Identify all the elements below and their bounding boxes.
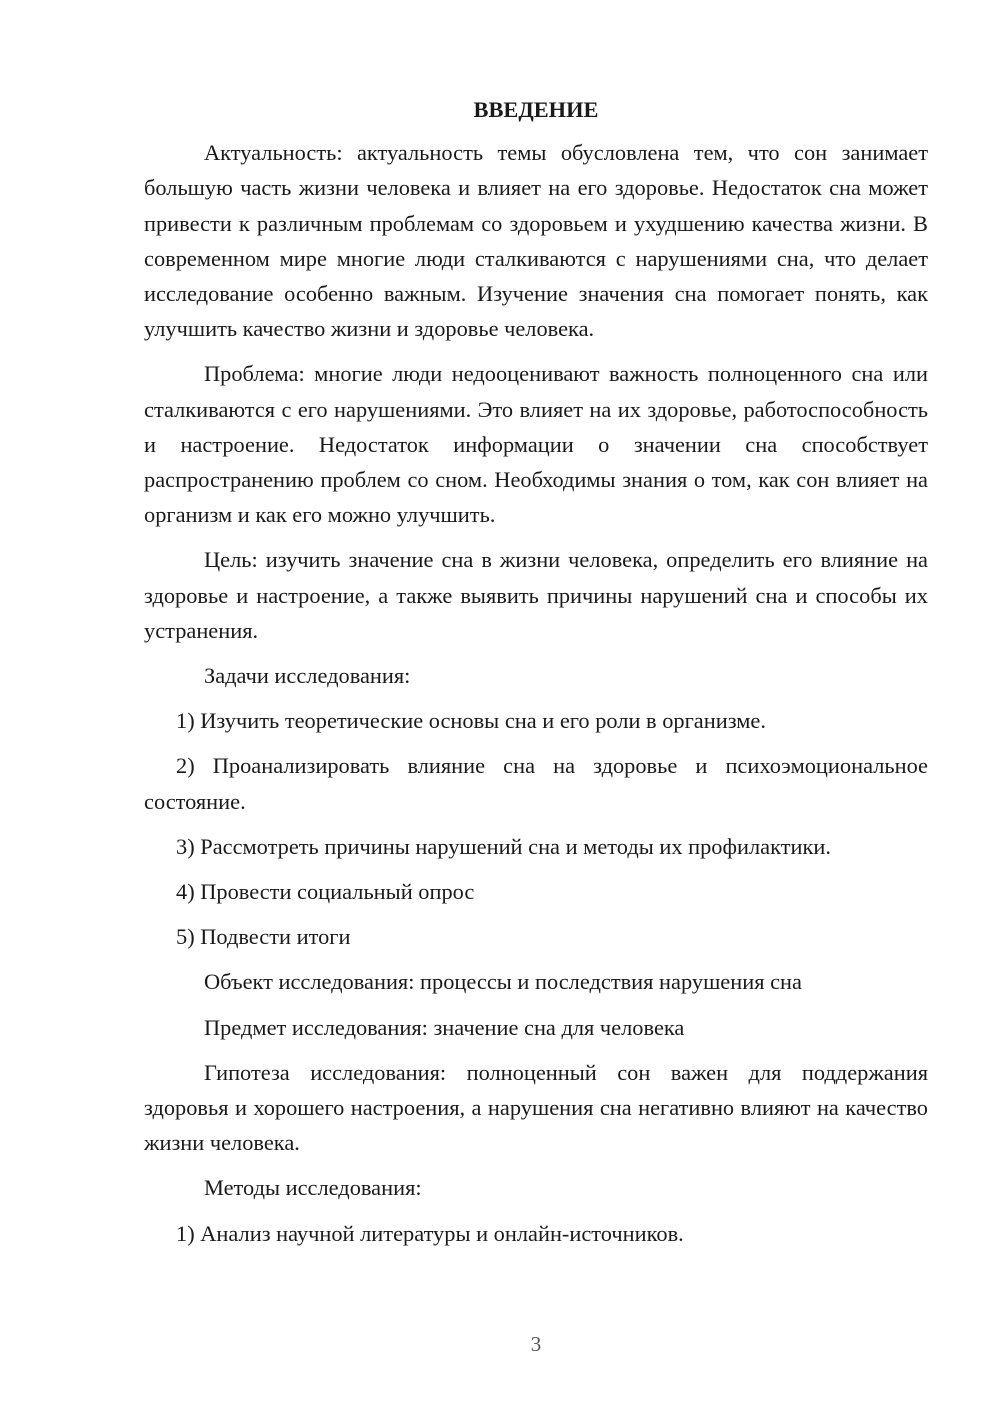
method-item: 1) Анализ научной литературы и онлайн-источников. [176,1220,684,1246]
goal-paragraph: Цель: изучить значение сна в жизни человека, определить его влияние на здоровье и настроение, а также выявить причины нарушений сна и способы их устранения. [144,547,928,643]
page-number: 3 [530,1332,542,1356]
relevance-paragraph: Актуальность: актуальность темы обусловлена тем, что сон занимает большую часть жизни человека и влияет на его здоровье. Недостаток сна может привести к различным проблемам со здоровьем и ухудшению качества жизни. В современном мире многие люди сталкиваются с нарушениями сна, что делает исследование особенно важным. Изучение значения сна помогает понять, как улучшить качество жизни и здоровье человека. [144,140,928,342]
tasks-heading: Задачи исследования: [204,663,411,689]
research-subject: Предмет исследования: значение сна для человека [204,1014,685,1040]
task-item: 2) Проанализировать влияние сна на здоровье и психоэмоциональное состояние. [144,753,928,814]
document-body [144,92,928,1261]
hypothesis-paragraph: Гипотеза исследования: полноценный сон важен для поддержания здоровья и хорошего настроения, а нарушения сна негативно влияют на качество жизни человека. [144,1059,928,1156]
section-title: ВВЕДЕНИЕ [473,97,599,122]
task-item: 5) Подвести итоги [176,924,351,950]
task-item: 3) Рассмотреть причины нарушений сна и методы их профилактики. [176,833,831,859]
research-object: Объект исследования: процессы и последствия нарушения сна [204,969,802,995]
task-item: 1) Изучить теоретические основы сна и его роли в организме. [176,708,766,734]
problem-paragraph: Проблема: многие люди недооценивают важность полноценного сна или сталкиваются с его нарушениями. Это влияет на их здоровье, работоспособность и настроение. Недостаток информации о значении сна способствует распространению проблем со сном. Необходимы знания о том, как сон влияет на организм и как его можно улучшить. [144,361,928,528]
methods-heading: Методы исследования: [204,1175,422,1201]
task-item: 4) Провести социальный опрос [176,879,475,905]
